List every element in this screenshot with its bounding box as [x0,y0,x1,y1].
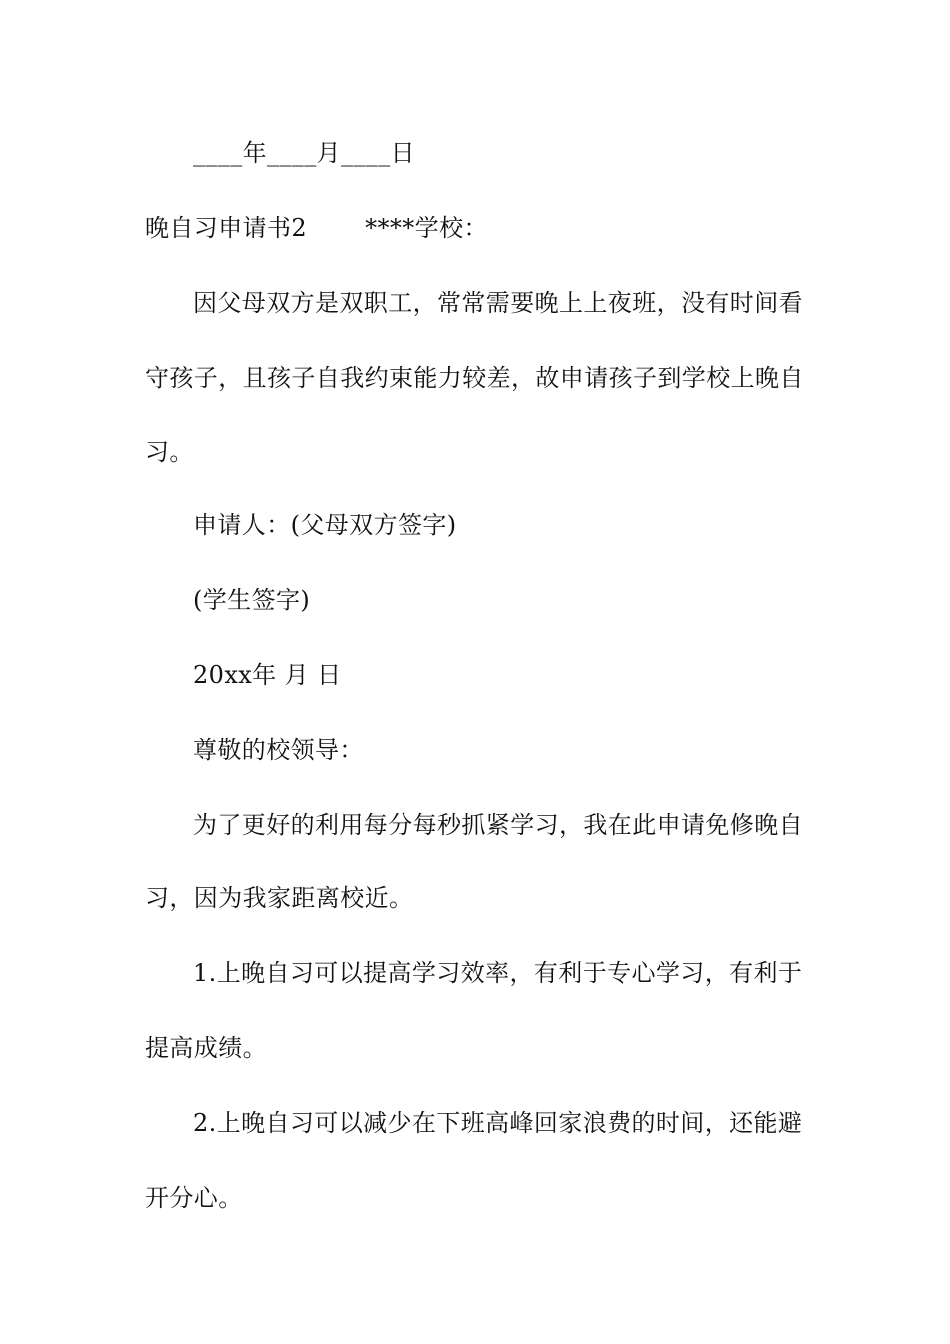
paragraph-line: 守孩子，且孩子自我约束能力较差，故申请孩子到学校上晚自 [145,364,804,392]
document-title: 晚自习申请书2 [145,214,308,242]
applicant-signature-line: 申请人：(父母双方签字) [193,511,457,539]
list-item-line: 2.上晚自习可以减少在下班高峰回家浪费的时间，还能避 [193,1109,803,1137]
paragraph-line: 习，因为我家距离校近。 [145,884,414,912]
list-item-line: 1.上晚自习可以提高学习效率，有利于专心学习，有利于 [193,959,803,987]
salutation-line: 尊敬的校领导： [193,736,364,764]
list-item-line: 开分心。 [145,1184,243,1212]
paragraph-line: 习。 [145,438,194,466]
date-blank-line: ____年____月____日 [193,139,415,167]
title-line [145,213,810,243]
date-line: 20xx年 月 日 [193,661,342,689]
student-signature-line: (学生签字) [193,586,311,614]
school-salutation: ****学校： [365,214,488,242]
paragraph-line: 为了更好的利用每分每秒抓紧学习，我在此申请免修晚自 [193,811,803,839]
paragraph-line: 因父母双方是双职工，常常需要晚上上夜班，没有时间看 [193,289,803,317]
list-item-line: 提高成绩。 [145,1034,267,1062]
